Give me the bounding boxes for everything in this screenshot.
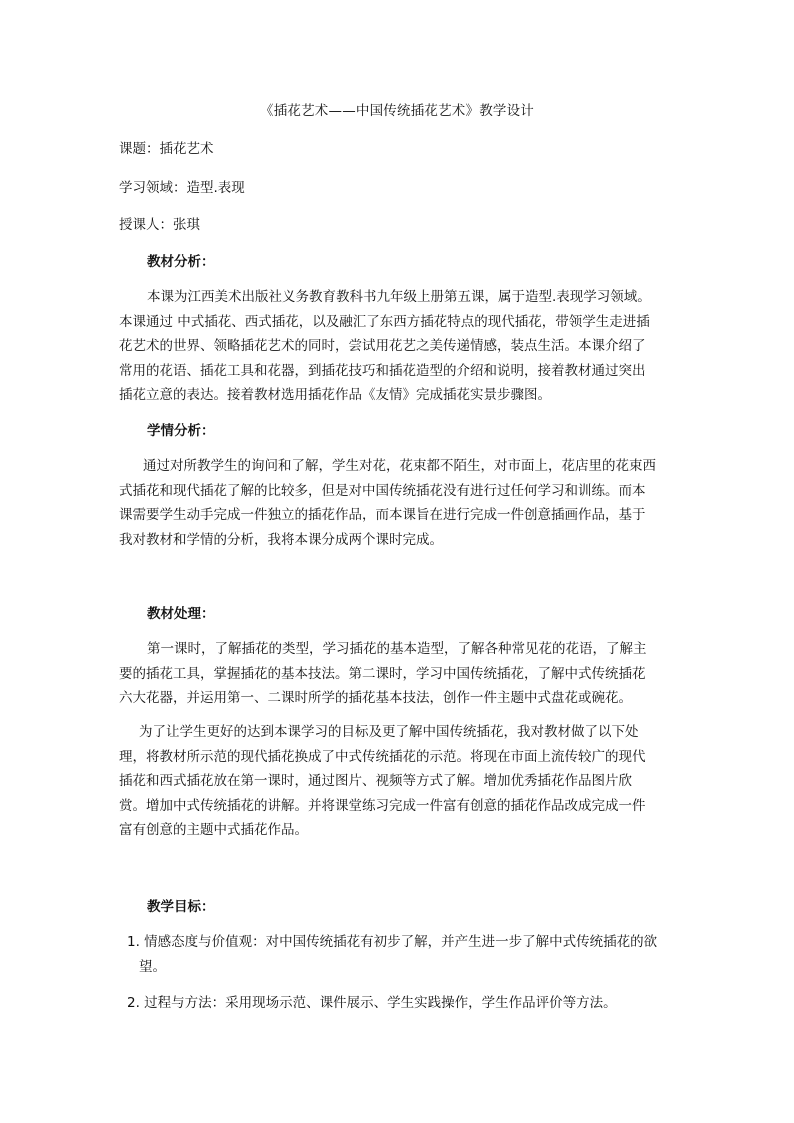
paragraph-material-handling-1 <box>119 637 679 711</box>
document-title: 《插花艺术——中国传统插花艺术》教学设计 <box>260 103 534 119</box>
text-line: 花艺术的世界、领略插花艺术的同时，尝试用花艺之美传递情感，装点生活。本课介绍了 <box>119 338 646 354</box>
heading-material-analysis: 教材分析： <box>147 254 215 270</box>
text-line: 第一课时，了解插花的类型，学习插花的基本造型，了解各种常见花的花语，了解主 <box>147 641 647 657</box>
text-line: 我对教材和学情的分析，我将本课分成两个课时完成。 <box>119 531 443 548</box>
paragraph-student-analysis <box>119 454 679 552</box>
text-line: 富有创意的主题中式插花作品。 <box>119 822 308 838</box>
heading-teaching-goals: 教学目标： <box>147 899 215 915</box>
heading-student-analysis: 学情分析： <box>147 423 215 439</box>
text-line: 为了让学生更好的达到本课学习的目标及更了解中国传统插花，我对教材做了以下处 <box>139 724 639 740</box>
text-line: 1. 情感态度与价值观：对中国传统插花有初步了解，并产生进一步了解中式传统插花的欲 <box>127 934 658 950</box>
text-line: 赏。增加中式传统插花的讲解。并将课堂练习完成一件富有创意的插花作品改成完成一件 <box>119 797 646 814</box>
text-line: 要的插花工具，掌握插花的基本技法。第二课时，学习中国传统插花，了解中式传统插花 <box>119 665 646 682</box>
field-line: 学习领域：造型.表现 <box>119 180 245 196</box>
text-line: 插花和西式插花放在第一课时，通过图片、视频等方式了解。增加优秀插花作品图片欣 <box>119 773 632 789</box>
goal-item-2 <box>127 991 679 1016</box>
text-line: 2. 过程与方法：采用现场示范、课件展示、学生实践操作，学生作品评价等方法。 <box>127 995 617 1011</box>
heading-material-handling: 教材处理： <box>147 606 215 622</box>
text-line: 望。 <box>139 958 166 975</box>
topic-line: 课题：插花艺术 <box>119 141 214 157</box>
paragraph-material-analysis <box>119 285 679 408</box>
paragraph-material-handling-2 <box>119 720 679 843</box>
goal-item-1 <box>127 930 679 979</box>
text-line: 六大花器，并运用第一、二课时所学的插花基本技法，创作一件主题中式盘花或碗花。 <box>119 690 632 706</box>
text-line: 课需要学生动手完成一件独立的插花作品，而本课旨在进行完成一件创意插画作品，基于 <box>119 507 646 523</box>
text-line: 常用的花语、插花工具和花器，到插花技巧和插花造型的介绍和说明，接着教材通过突出 <box>119 362 646 379</box>
text-line: 式插花和现代插花了解的比较多，但是对中国传统插花没有进行过任何学习和训练。而本 <box>119 482 646 499</box>
teacher-line: 授课人：张琪 <box>119 217 200 233</box>
text-line: 通过对所教学生的询问和了解，学生对花，花束都不陌生，对市面上，花店里的花束西 <box>143 458 656 474</box>
text-line: 本课为江西美术出版社义务教育教科书九年级上册第五课，属于造型.表现学习领域。 <box>147 289 651 305</box>
text-line: 本课通过 中式插花、西式插花，以及融汇了东西方插花特点的现代插花，带领学生走进插 <box>119 313 650 330</box>
text-line: 理，将教材所示范的现代插花换成了中式传统插花的示范。将现在市面上流传较广的现代 <box>119 748 646 765</box>
text-line: 插花立意的表达。接着教材选用插花作品《友情》完成插花实景步骤图。 <box>119 387 551 403</box>
